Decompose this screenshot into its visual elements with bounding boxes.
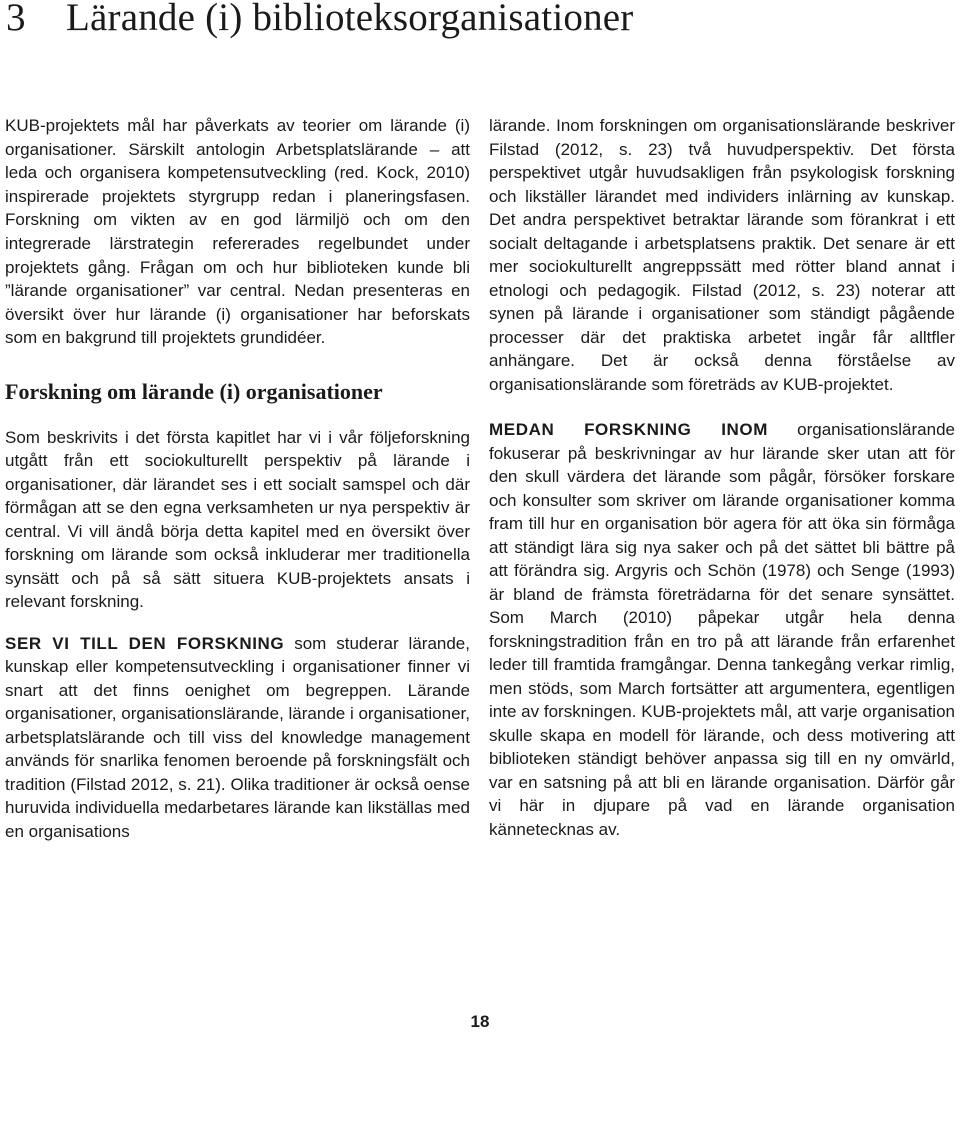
paragraph-gap: [5, 614, 470, 632]
body-paragraph-2-text: som studerar lärande, kunskap eller kompetensutveckling i organisationer finner vi snart att det finns oenighet om begreppen. Lärande organisationer, organisationslärande, lärande i organisationer, arbetsplatslärande och till viss del knowledge management används för snarlika fenomen beroende på forskningsfält och tradition (Filstad 2012, s. 21). Olika traditioner är också oense huruvida individuella medarbetares lärande kan likställas med en organisations: [5, 633, 470, 841]
chapter-title: [6, 0, 633, 42]
chapter-number: 3: [6, 0, 26, 39]
runin-heading: MEDAN FORSKNING INOM: [489, 420, 769, 439]
runin-heading: SER VI TILL DEN FORSKNING: [5, 633, 285, 653]
right-paragraph-1: lärande. Inom forskningen om organisationslärande beskriver Filstad (2012, s. 23) två huvudperspektiv. Det första perspektivet utgår huvudsakligen från psykologisk forskning och likställer lärandet med individers inlärning av kunskap. Det andra perspektivet betraktar lärande som förankrat i ett socialt deltagande i arbetsplatsens praktik. Det senare är ett mer sociokulturellt angreppssätt med rötter bland annat i etnologi och pedagogik. Filstad (2012, s. 23) noterar att synen på lärande i organisationer som ständigt pågående processer där det praktiska arbetet ingår får alltfler anhängare. Det är också denna förståelse av organisationslärande som företräds av KUB-projektet.: [489, 116, 955, 394]
paragraph-gap: [489, 396, 955, 418]
left-column: [5, 114, 470, 843]
body-paragraph-1: Som beskrivits i det första kapitlet har vi i vår följeforskning utgått från ett sociokulturellt perspektiv på lärande i organisationer, där lärandet ses i ett socialt samspel och där förmågan att se den egna verksamheten ur nya perspektiv är central. Vi vill ändå börja detta kapitel med en översikt över forskning om lärande som också inkluderar mer traditionella synsätt och på så sätt situera KUB-projektets ansats i relevant forskning.: [5, 427, 470, 612]
body-paragraph-2: [5, 632, 470, 844]
intro-paragraph: KUB-projektets mål har påverkats av teorier om lärande (i) organisationer. Särskilt antologin Arbetsplatslärande – att leda och organisera kompetensutveckling (red. Kock, 2010) inspirerade projektets styrgrupp redan i planeringsfasen. Forskning om vikten av en god lärmiljö och om den integrerade lärstrategin refererades regelbundet under projektets gång. Frågan om och hur biblioteken kunde bli ”lärande organisationer” var central. Nedan presenteras en översikt över hur lärande (i) organisationer har beforskats som en bakgrund till projektets grundidéer.: [5, 116, 470, 348]
page-number: 18: [470, 1012, 490, 1031]
section-heading: Forskning om lärande (i) organisationer: [5, 378, 383, 404]
right-paragraph-2: [489, 418, 955, 841]
chapter-title-text: Lärande (i) biblioteksorganisationer: [66, 0, 634, 39]
right-paragraph-2-text: organisationslärande fokuserar på beskrivningar av hur lärande sker utan att för den skull värdera det lärande som pågår, försöker forskare och konsulter som skriver om lärande organisationer komma fram till hur en organisation bör agera för att öka sin förmåga att ständigt lära sig nya saker och på det sättet bli bättre på att förändra sig. Argyris och Schön (1978) och Senge (1993) är bland de främsta företrädarna för det senare synsättet. Som March (2010) påpekar utgår hela denna forskningstradition från en tro på att lärande från erfarenhet leder till framtida framgångar. Denna tankegång verkar rimlig, men stöds, som March fortsätter att argumentera, egentligen inte av forskningen. KUB-projektets mål, att varje organisation skulle skapa en modell för lärande, och dess motivering att biblioteken ständigt behöver anpassa sig till en ny omvärld, var en satsning på att bli en lärande organisation. Därför går vi här in djupare på vad en lärande organisation kännetecknas av.: [489, 420, 955, 839]
right-column: [489, 114, 955, 841]
